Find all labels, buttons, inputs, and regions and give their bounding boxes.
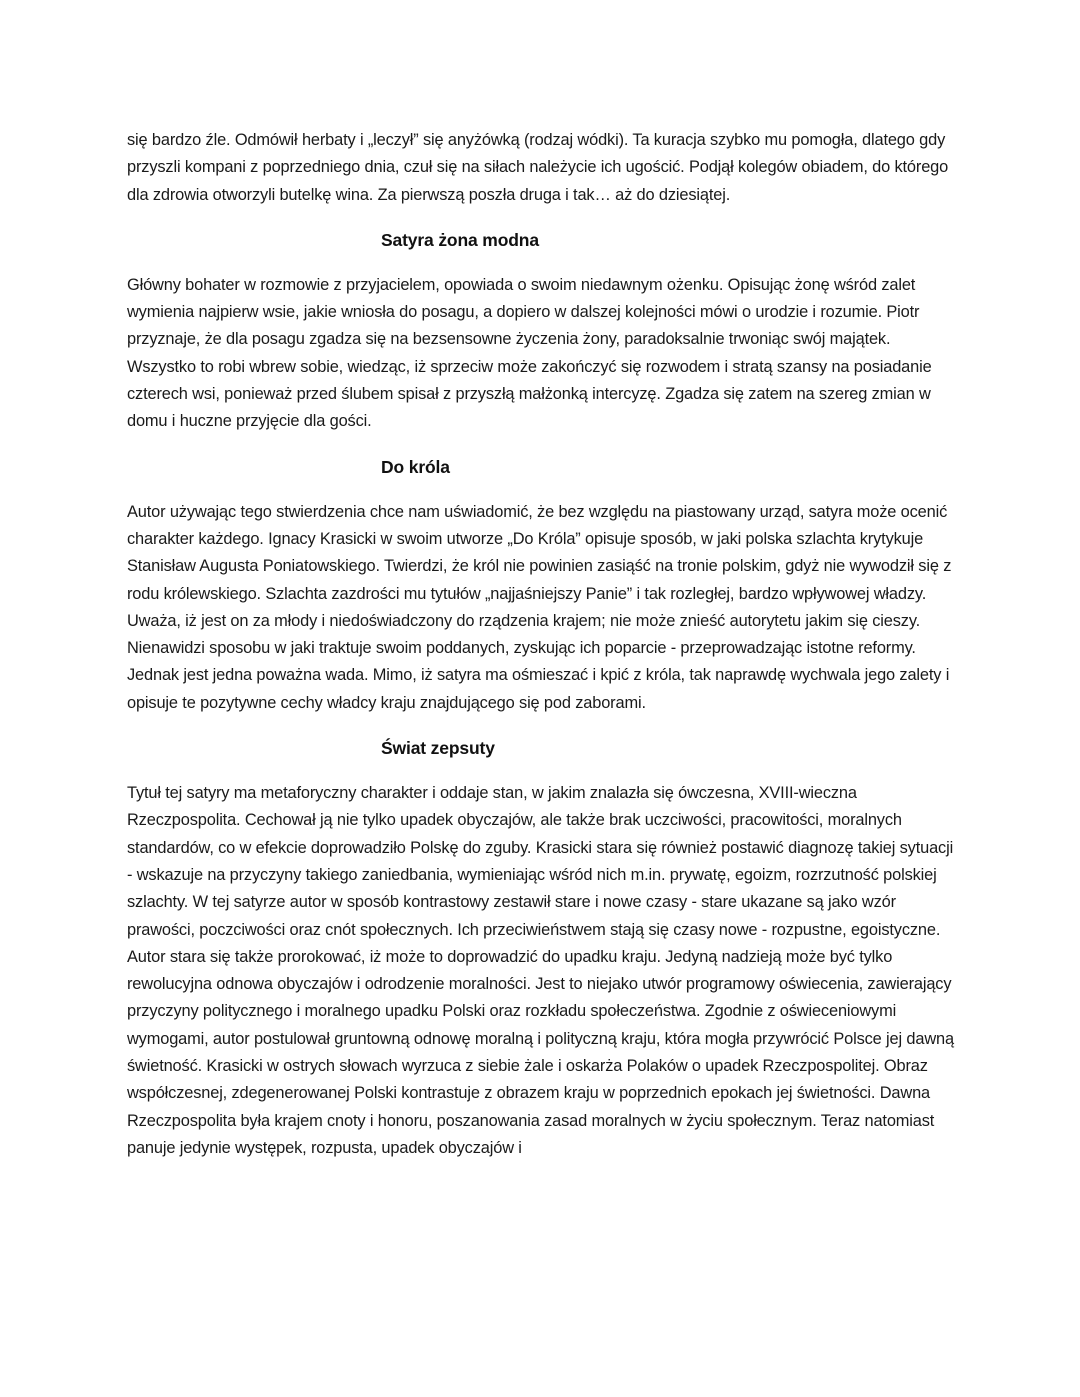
section-paragraph: Tytuł tej satyry ma metaforyczny charakter i oddaje stan, w jakim znalazła się ówczesna, XVIII-wieczna Rzeczpospolita. Cechował ją nie tylko upadek obyczajów, ale także brak uczciwości, pracowitości, moralnych standardów, co w efekcie doprowadziło Polskę do zguby. Krasicki stara się również postawić diagnozę takiej sytuacji - wskazuje na przyczyny takiego zaniedbania, wymieniając wśród nich m.in. prywatę, egoizm, rozrzutność polskiej szlachty. W tej satyrze autor w sposób kontrastowy zestawił stare i nowe czasy - stare ukazane są jako wzór prawości, poczciwości oraz cnót społecznych. Ich przeciwieństwem stają się czasy nowe - rozpustne, egoistyczne. Autor stara się także prorokować, iż może to doprowadzić do upadku kraju. Jedyną nadzieją może być tylko rewolucyjna odnowa obyczajów i odrodzenie moralności. Jest to niejako utwór programowy oświecenia, zawierający przyczyny politycznego i moralnego upadku Polski oraz rozkładu społeczeństwa. Zgodnie z oświeceniowymi wymogami, autor postulował gruntowną odnowę moralną i polityczną kraju, która mogła przywrócić Polsce jej dawną świetność. Krasicki w ostrych słowach wyrzuca z siebie żale i oskarża Polaków o upadek Rzeczpospolitej. Obraz współczesnej, zdegenerowanej Polski kontrastuje z obrazem kraju w poprzednich epokach jej świetności. Dawna Rzeczpospolita była krajem cnoty i honoru, poszanowania zasad moralnych w życiu społecznym. Teraz natomiast panuje jedynie występek, rozpusta, upadek obyczajów i: [127, 784, 954, 1157]
intro-paragraph: się bardzo źle. Odmówił herbaty i „leczył” się anyżówką (rodzaj wódki). Ta kuracja szybko mu pomogła, dlatego gdy przyszli kompani z poprzedniego dnia, czuł się na siłach należycie ich ugościć. Podjął kolegów obiadem, do którego dla zdrowia otworzyli butelkę wina. Za pierwszą poszła druga i tak… aż do dziesiątej.: [127, 131, 949, 204]
section-paragraph: Główny bohater w rozmowie z przyjacielem, opowiada o swoim niedawnym ożenku. Opisując żonę wśród zalet wymienia najpierw wsie, jakie wniosła do posagu, a dopiero w dalszej kolejności mówi o urodzie i rozumie. Piotr przyznaje, że dla posagu zgadza się na bezsensowne życzenia żony, paradoksalnie trwoniąc swój majątek. Wszystko to robi wbrew sobie, wiedząc, iż sprzeciw może zakończyć się rozwodem i stratą szansy na posiadanie czterech wsi, ponieważ przed ślubem spisał z przyszłą małżonką intercyzę. Zgadza się zatem na szereg zmian w domu i huczne przyjęcie dla gości.: [127, 275, 932, 431]
section-heading: Do króla: [381, 456, 450, 477]
section-swiat-zepsuty: [127, 735, 957, 1162]
section-zona-modna: [127, 227, 957, 436]
document-page: [127, 127, 957, 1162]
section-paragraph: Autor używając tego stwierdzenia chce nam uświadomić, że bez względu na piastowany urząd, satyra może ocenić charakter każdego. Ignacy Krasicki w swoim utworze „Do Króla” opisuje sposób, w jaki polska szlachta krytykuje Stanisław Augusta Poniatowskiego. Twierdzi, że król nie powinien zasiąść na tronie polskim, gdyż nie wywodził się z rodu królewskiego. Szlachta zazdrości mu tytułów „najjaśniejszy Panie” i tak rozległej, bardzo wpływowej władzy. Uważa, iż jest on za młody i niedoświadczony do rządzenia krajem; nie może znieść autorytetu jakim się cieszy. Nienawidzi sposobu w jaki traktuje swoim poddanych, zyskując ich poparcie - przeprowadzając istotne reformy. Jednak jest jedna poważna wada. Mimo, iż satyra ma ośmieszać i kpić z króla, tak naprawdę wychwala jego zalety i opisuje te pozytywne cechy władcy kraju znajdującego się pod zaborami.: [127, 502, 952, 712]
section-heading: Świat zepsuty: [381, 738, 495, 759]
section-do-krola: [127, 454, 957, 717]
section-heading: Satyra żona modna: [381, 229, 539, 250]
